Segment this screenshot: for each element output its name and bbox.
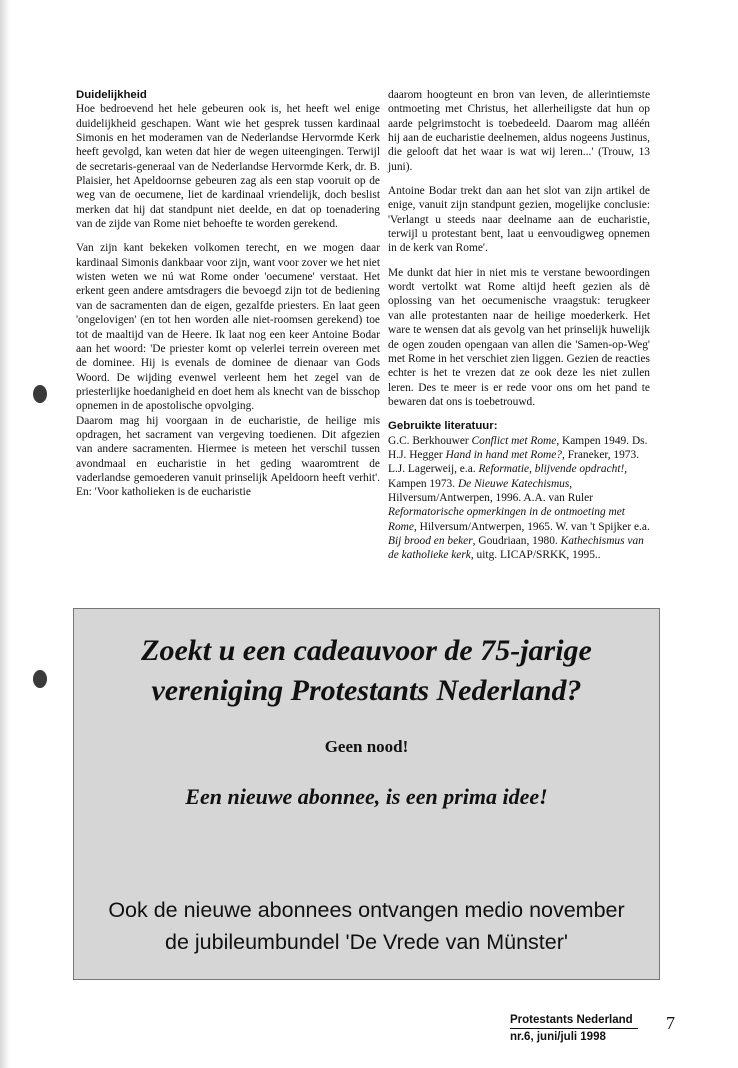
paragraph: Antoine Bodar trekt dan aan het slot van zijn artikel de enige, vanuit zijn standpunt gezien, mogelijke conclusie: 'Verlangt u steeds naar deelname aan de eucharistie, terwijl u protestant bent, laat u eenvoudigweg opnemen in de kerk van Rome'. (388, 185, 650, 255)
issue-info: nr.6, juni/juli 1998 (510, 1031, 606, 1043)
left-column (76, 88, 380, 510)
paragraph: Hoe bedroevend het hele gebeuren ook is, het heeft wel enige duidelijkheid geschapen. Want wie het gesprek tussen kardinaal Simonis en het moderamen van de Nederlandse Hervormde Kerk heeft gevolgd, kan weten dat hier de wegen uiteengingen. Terwijl de secretaris-generaal van de Nederlandse Hervormde Kerk, dr. B. Plaisier, het Apeldoornse gebeuren zag als een stap vooruit op de weg van de oecumene, liet de kardinaal vriendelijk, doch beslist merken dat hij dat standpunt niet deelde, en dat op toenadering van de zijde van Rome niet behoefte te worden gerekend. (76, 103, 380, 231)
paragraph: Daarom mag hij voorgaan in de eucharistie, de heilige mis opdragen, het sacrament van vergeving toedienen. Dit afgezien van andere sacramenten. Hiermee is meteen het verschil tussen avondmaal en eucharistie in het geding waaromtrent de vaderlandse gemoederen vanuit prinselijk Apeldoorn heeft verhit'. En: 'Voor katholieken is de eucharistie (76, 414, 380, 499)
page-footer (510, 1013, 638, 1044)
page-edge-shadow (0, 0, 10, 1068)
subscription-advertisement (73, 608, 660, 980)
paragraph: Me dunkt dat hier in niet mis te verstane bewoordingen wordt vertolkt wat Rome altijd heeft gezien als dè oplossing van het oecumenische vraagstuk: terugkeer van alle protestanten naar de heilige moederkerk. Het ware te wensen dat als gevolg van het prinselijk huwelijk de ogen zouden opengaan van allen die 'Samen-op-Weg' met Rome in het verschiet zien liggen. Gezien de reacties echter is het te vrezen dat ze ook deze les niet zullen leren. Des te meer is er rede voor ons om het pand te bewaren dat ons is toebetrouwd. (388, 266, 650, 408)
section-heading: Duidelijkheid (76, 89, 147, 101)
ad-subheading: Geen nood! (324, 737, 409, 756)
ad-headline: Zoekt u een cadeauvoor de 75-jarige vereniging Protestants Nederland? (141, 634, 592, 707)
paragraph: daarom hoogteunt en bron van leven, de allerintiemste ontmoeting met Christus, het allerheiligste dat hun op aarde pelgrimstocht is toebedeeld. Daarom mag alléén hij aan de eucharistie deelnemen, aldus nogeens Justinus, die gelooft dat het waar is wat wij leren...' (Trouw, 13 juni). (388, 89, 650, 173)
page-number: 7 (666, 1013, 675, 1033)
literature-list: G.C. Berkhouwer Conflict met Rome, Kampen 1949. Ds. H.J. Hegger Hand in hand met Rome?, Franeker, 1973. L.J. Lagerweij, e.a. Reformatie, blijvende opdracht!, Kampen 1973. De Nieuwe Katechismus, Hilversum/Antwerpen, 1996. A.A. van Ruler Reformatorische opmerkingen in de ontmoeting met Rome, Hilversum/Antwerpen, 1965. W. van 't Spijker e.a. Bij brood en beker, Goudriaan, 1980. Kathechismus van de katholieke kerk, uitg. LICAP/SRKK, 1995.. (388, 434, 650, 562)
punch-hole-lower (33, 670, 47, 688)
right-column (388, 88, 650, 573)
ad-info: Ook de nieuwe abonnees ontvangen medio november de jubileumbundel 'De Vrede van Münster' (108, 898, 625, 954)
publication-name: Protestants Nederland (510, 1014, 633, 1026)
punch-hole-upper (33, 385, 47, 403)
paragraph: Van zijn kant bekeken volkomen terecht, en we mogen daar kardinaal Simonis dankbaar voor zijn, want voor zover we het niet wisten weten we nú wat Rome onder 'oecumene' verstaat. Het erkent geen andere amtsdragers die bevoegd zijn tot de bediening van de sacramenten dan de eigen, gezalfde priesters. En laat geen 'ongelovigen' (en tot hen worden alle niet-roomsen gerekend) toe tot de maaltijd van de Heere. Ik laat nog een keer Antoine Bodar aan het woord: 'De priester komt op velerlei terrein overeen met de dominee. Hij is evenals de dominee de dienaar van Gods Woord. De wijding evenwel verleent hem het zegel van de priesterlijke hoedanigheid en doet hem als knecht van de bisschop opnemen in de apostolische opvolging. (76, 242, 380, 413)
footer-rule (510, 1028, 638, 1029)
ad-tagline: Een nieuwe abonnee, is een prima idee! (185, 784, 548, 809)
literature-heading: Gebruikte literatuur: (388, 420, 498, 433)
